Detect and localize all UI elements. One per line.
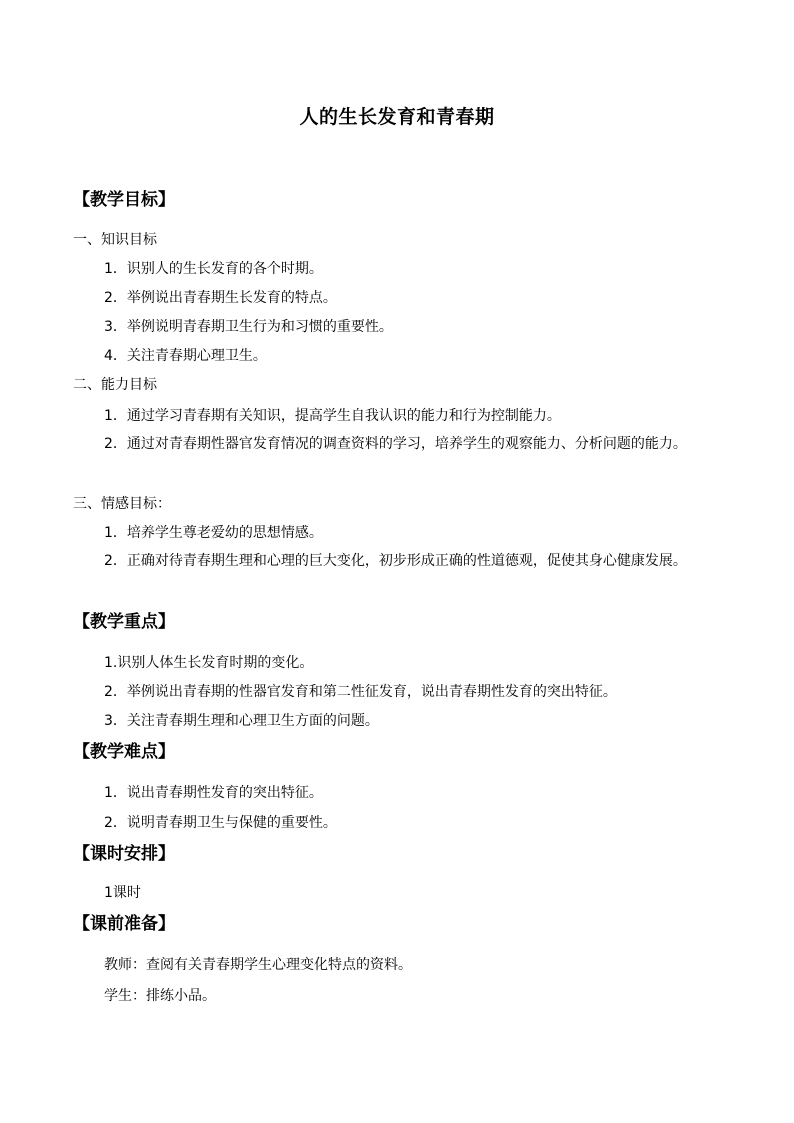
section-heading-schedule: 【课时安排】 [73, 844, 175, 864]
preparation-item-student: 学生：排练小品。 [104, 988, 216, 1004]
subheading-knowledge-goals: 一、知识目标 [73, 232, 157, 248]
ability-goal-item-wrapped: 2．通过对青春期性器官发育情况的调查资料的学习，培养学生的观察能力、分析问题的能力。 [104, 436, 687, 452]
section-heading-key-points: 【教学重点】 [73, 612, 175, 632]
emotion-goal-item: 1．培养学生尊老爱幼的思想情感。 [104, 525, 323, 541]
ability-goal-item: 1．通过学习青春期有关知识，提高学生自我认识的能力和行为控制能力。 [104, 408, 561, 424]
section-heading-difficult-points: 【教学难点】 [73, 742, 175, 762]
key-point-item: 1.识别人体生长发育时期的变化。 [104, 655, 314, 671]
section-heading-teaching-goals: 【教学目标】 [73, 190, 175, 210]
key-point-item: 3．关注青春期生理和心理卫生方面的问题。 [104, 713, 379, 729]
subheading-emotion-goals: 三、情感目标： [73, 496, 171, 512]
emotion-goal-item-wrapped: 2．正确对待青春期生理和心理的巨大变化，初步形成正确的性道德观，促使其身心健康发展。 [104, 553, 687, 569]
knowledge-goal-item: 1．识别人的生长发育的各个时期。 [104, 261, 323, 277]
preparation-item-teacher: 教师：查阅有关青春期学生心理变化特点的资料。 [104, 957, 412, 973]
section-heading-preparation: 【课前准备】 [73, 914, 175, 934]
subheading-ability-goals: 二、能力目标 [73, 377, 157, 393]
knowledge-goal-item: 4．关注青春期心理卫生。 [104, 348, 267, 364]
key-point-item: 2．举例说出青春期的性器官发育和第二性征发育，说出青春期性发育的突出特征。 [104, 684, 617, 700]
difficult-point-item: 1．说出青春期性发育的突出特征。 [104, 785, 323, 801]
knowledge-goal-item: 2．举例说出青春期生长发育的特点。 [104, 290, 337, 306]
document-title: 人的生长发育和青春期 [299, 106, 495, 128]
difficult-point-item: 2．说明青春期卫生与保健的重要性。 [104, 815, 337, 831]
schedule-text: 1课时 [104, 885, 141, 901]
knowledge-goal-item: 3．举例说明青春期卫生行为和习惯的重要性。 [104, 319, 393, 335]
